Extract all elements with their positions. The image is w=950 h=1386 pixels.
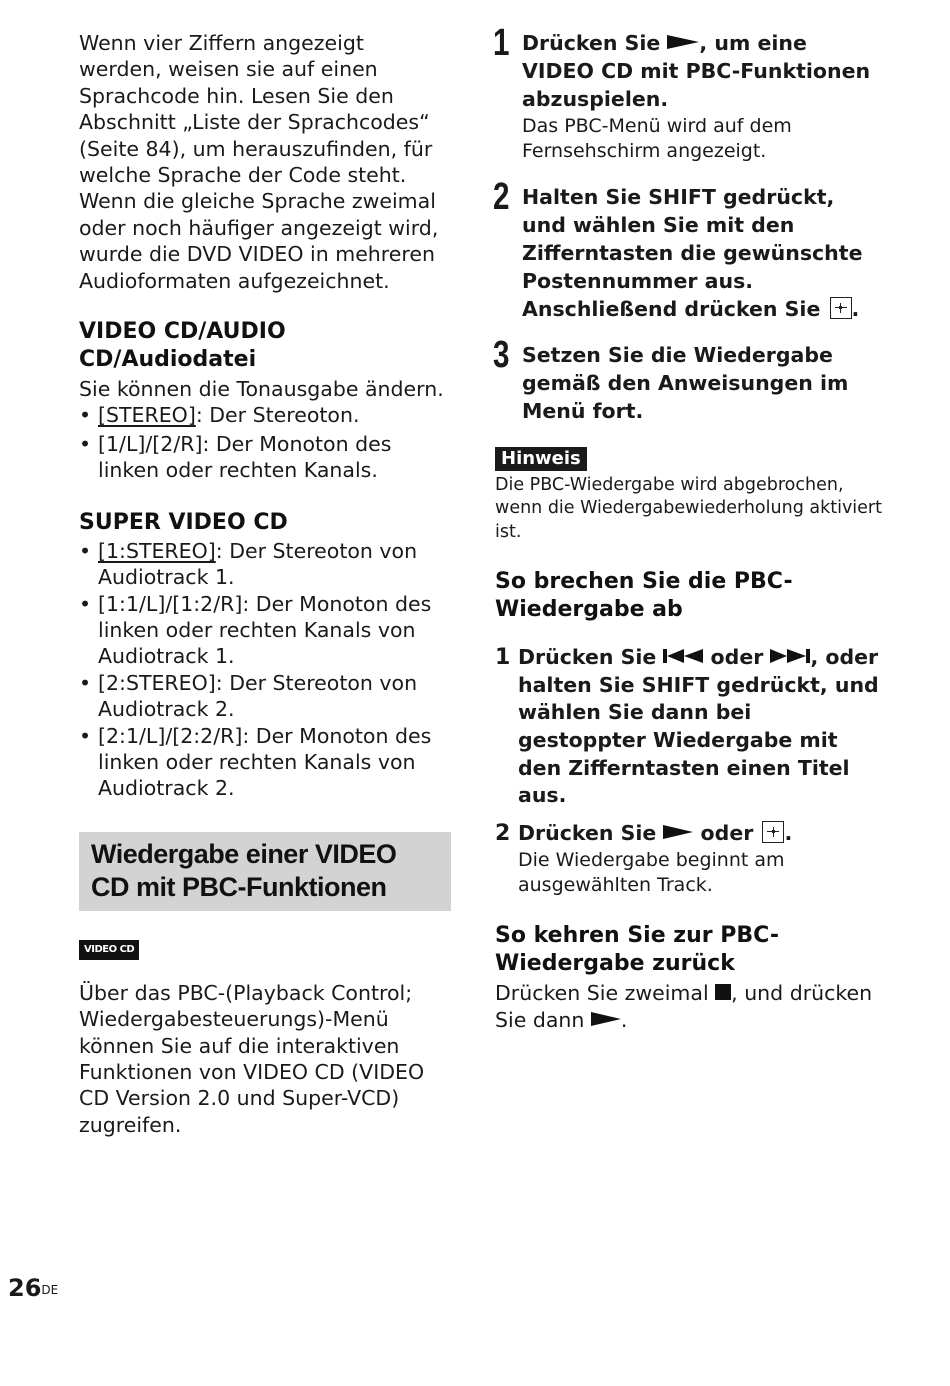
- vcd-text: Sie können die Tonausgabe ändern.: [79, 377, 444, 402]
- step-title: Setzen Sie die Wiedergabe gemäß den Anweisungen im Menü fort.: [522, 343, 849, 423]
- step-text: Drücken Sie: [522, 31, 668, 55]
- step-text: oder: [693, 820, 761, 845]
- list-item: [79, 723, 451, 802]
- step-2: [493, 176, 885, 323]
- step-title: [518, 820, 885, 848]
- step-text: Halten Sie SHIFT gedrückt, und wählen Sie mit den Zifferntasten die gewünschte Postennummer aus. Anschließend drücken Sie: [522, 185, 863, 321]
- pbc-paragraph: Über das PBC-(Playback Control; Wiedergabesteuerungs)-Menü können Sie auf die interaktiven Funktionen von VIDEO CD (VIDEO CD Version 2.0 und Super-VCD) zugreifen.: [79, 980, 425, 1137]
- step-number: 2: [493, 176, 510, 219]
- play-icon: [663, 823, 693, 841]
- enter-button-icon: [762, 821, 784, 843]
- svcd-heading: SUPER VIDEO CD: [79, 509, 288, 535]
- step-1: [493, 22, 885, 164]
- stop-icon: [715, 984, 731, 1000]
- intro-paragraph: Wenn vier Ziffern angezeigt werden, weisen sie auf einen Sprachcode hin. Lesen Sie den Abschnitt „Liste der Sprachcodes“ (Seite 84), um herauszufinden, für welche Sprache der Code steht. Wenn die gleiche Sprache zweimal oder noch häufiger angezeigt wird, wurde die DVD VIDEO in mehreren Audioformaten aufgezeichnet.: [79, 31, 439, 293]
- step-number: 3: [493, 334, 510, 377]
- vcd-heading: VIDEO CD/AUDIO CD/Audiodatei: [79, 319, 286, 373]
- play-icon: [591, 1010, 621, 1028]
- step-text: , um eine VIDEO CD mit PBC-Funktionen abzuspielen.: [522, 31, 871, 111]
- return-text-part: , und drücken Sie dann: [495, 981, 873, 1032]
- return-text-part: .: [620, 1007, 628, 1032]
- step-text: , oder halten Sie SHIFT gedrückt, und wählen Sie dann bei gestoppter Wiedergabe mit den Zifferntasten einen Titel aus.: [518, 645, 879, 808]
- svcd-option-list: [79, 538, 451, 802]
- video-cd-badge: VIDEO CD: [79, 940, 139, 960]
- step-text: .: [784, 820, 793, 845]
- hint-label: Hinweis: [495, 447, 587, 471]
- left-column: [79, 30, 451, 1138]
- step-description: Das PBC-Menü wird auf dem Fernsehschirm angezeigt.: [522, 115, 792, 163]
- step-description: Die Wiedergabe beginnt am ausgewählten Track.: [518, 849, 785, 897]
- list-item: [79, 431, 451, 484]
- return-pbc-heading: So kehren Sie zur PBC-Wiedergabe zurück: [495, 923, 779, 977]
- list-item: [79, 538, 451, 591]
- vcd-option-list: [79, 402, 451, 483]
- option-description: [2:STEREO]: Der Stereoton von Audiotrack 2.: [98, 670, 418, 722]
- hint-text: Die PBC-Wiedergabe wird abgebrochen, wenn die Wiedergabewiederholung aktiviert ist.: [495, 474, 882, 542]
- step-number: 1: [495, 645, 511, 671]
- page-number: [8, 1274, 58, 1302]
- step-title: [522, 184, 885, 323]
- step-text: Drücken Sie: [518, 820, 664, 845]
- step-title: [522, 30, 885, 113]
- step-number: 2: [495, 820, 511, 846]
- return-text-part: Drücken Sie zweimal: [495, 981, 716, 1006]
- return-text: [495, 980, 885, 1033]
- cancel-pbc-heading: So brechen Sie die PBC-Wiedergabe ab: [495, 569, 793, 623]
- step-3: [493, 334, 885, 425]
- option-label: [STEREO]: [98, 403, 196, 428]
- option-description: [2:1/L]/[2:2/R]: Der Monoton des linken oder rechten Kanals von Audiotrack 2.: [98, 723, 432, 801]
- previous-track-icon: [663, 647, 703, 665]
- list-item: [79, 402, 451, 428]
- step-text: .: [851, 296, 860, 321]
- cancel-step-1: [495, 644, 885, 810]
- enter-button-icon: [830, 297, 852, 319]
- play-icon: [667, 33, 699, 51]
- page-number-value: 26: [8, 1274, 42, 1302]
- step-number: 1: [493, 22, 510, 64]
- option-description: : Der Stereoton.: [195, 403, 360, 428]
- next-track-icon: [770, 647, 810, 665]
- disc-type-badge-row: [79, 937, 451, 960]
- right-column: [493, 22, 885, 1033]
- section-title: Wiedergabe einer VIDEO CD mit PBC-Funktionen: [79, 832, 451, 911]
- list-item: [79, 670, 451, 723]
- step-text: Drücken Sie: [518, 645, 664, 670]
- step-text: oder: [703, 645, 771, 670]
- page-language-suffix: DE: [41, 1283, 59, 1297]
- hint-box: [495, 447, 885, 545]
- list-item: [79, 591, 451, 670]
- option-label: [1:STEREO]: [98, 538, 216, 563]
- option-description: [1:1/L]/[1:2/R]: Der Monoton des linken oder rechten Kanals von Audiotrack 1.: [98, 591, 432, 669]
- step-title: [518, 644, 885, 810]
- option-description: : Der Stereoton von Audiotrack 1.: [98, 538, 418, 590]
- cancel-step-2: [495, 820, 885, 899]
- option-description: [1/L]/[2/R]: Der Monoton des linken oder rechten Kanals.: [98, 431, 392, 483]
